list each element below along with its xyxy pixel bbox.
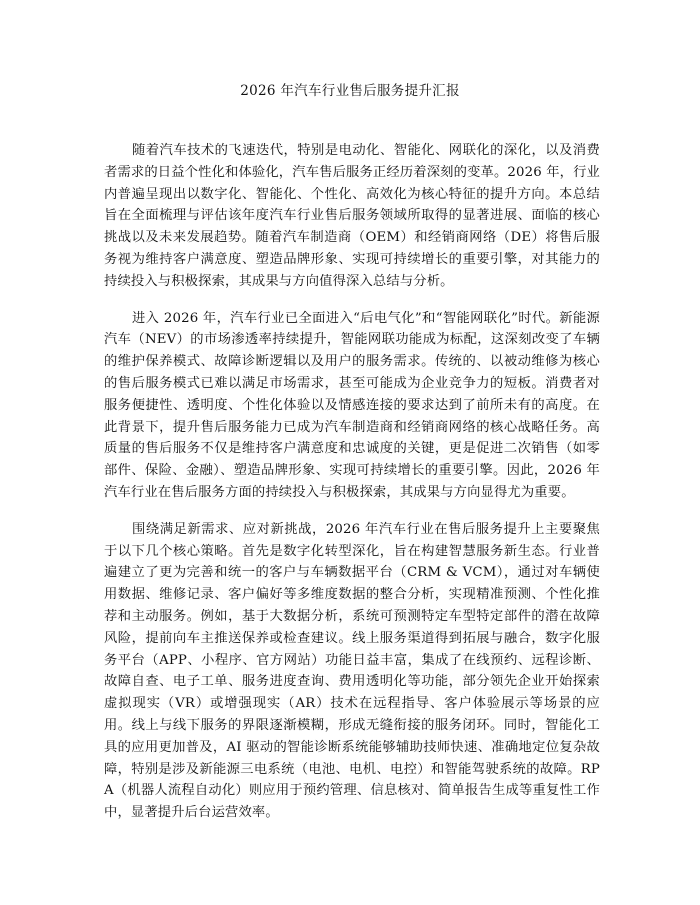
paragraph-background: 进入 2026 年，汽车行业已全面进入“后电气化”和“智能网联化”时代。新能源汽车（NEV）的市场渗透率持续提升，智能网联功能成为标配，这深刻改变了车辆的维护保养模式、故障诊断逻辑以及用户的服务需求。传统的、以被动维修为核心的售后服务模式已难以满足市场需求，甚至可能成为企业竞争力的短板。消费者对服务便捷性、透明度、个性化体验以及情感连接的要求达到了前所未有的高度。在此背景下，提升售后服务能力已成为汽车制造商和经销商网络的核心战略任务。高质量的售后服务不仅是维持客户满意度和忠诚度的关键，更是促进二次销售（如零部件、保险、金融）、塑造品牌形象、实现可持续增长的重要引擎。因此，2026 年汽车行业在售后服务方面的持续投入与积极探索，其成果与方向显得尤为重要。 bbox=[104, 310, 600, 500]
document-title: 2026 年汽车行业售后服务提升汇报 bbox=[240, 83, 460, 99]
paragraph-intro: 随着汽车技术的飞速迭代，特别是电动化、智能化、网联化的深化，以及消费者需求的日益个性化和体验化，汽车售后服务正经历着深刻的变革。2026 年，行业内普遍呈现出以数字化、智能化、个性化、高效化为核心特征的提升方向。本总结旨在全面梳理与评估该年度汽车行业售后服务领域所取得的显著进展、面临的核心挑战以及未来发展趋势。随着汽车制造商（OEM）和经销商网络（DE）将售后服务视为维持客户满意度、塑造品牌形象、实现可持续增长的重要引擎，对其能力的持续投入与积极探索，其成果与方向值得深入总结与分析。 bbox=[104, 143, 601, 289]
document-body bbox=[104, 140, 600, 839]
paragraph-strategies: 围绕满足新需求、应对新挑战，2026 年汽车行业在售后服务提升上主要聚焦于以下几个核心策略。首先是数字化转型深化，旨在构建智慧服务新生态。行业普遍建立了更为完善和统一的客户与车辆数据平台（CRM & VCM），通过对车辆使用数据、维修记录、客户偏好等多维度数据的整合分析，实现精准预测、个性化推荐和主动服务。例如，基于大数据分析，系统可预测特定车型特定部件的潜在故障风险，提前向车主推送保养或检查建议。线上服务渠道得到拓展与融合，数字化服务平台（APP、小程序、官方网站）功能日益丰富，集成了在线预约、远程诊断、故障自查、电子工单、服务进度查询、费用透明化等功能，部分领先企业开始探索虚拟现实（VR）或增强现实（AR）技术在远程指导、客户体验展示等场景的应用。线上与线下服务的界限逐渐模糊，形成无缝衔接的服务闭环。同时，智能化工具的应用更加普及，AI 驱动的智能诊断系统能够辅助技师快速、准确地定位复杂故障，特别是涉及新能源三电系统（电池、电机、电控）和智能驾驶系统的故障。RPA（机器人流程自动化）则应用于预约管理、信息核对、简单报告生成等重复性工作中，显著提升后台运营效率。 bbox=[104, 521, 600, 821]
